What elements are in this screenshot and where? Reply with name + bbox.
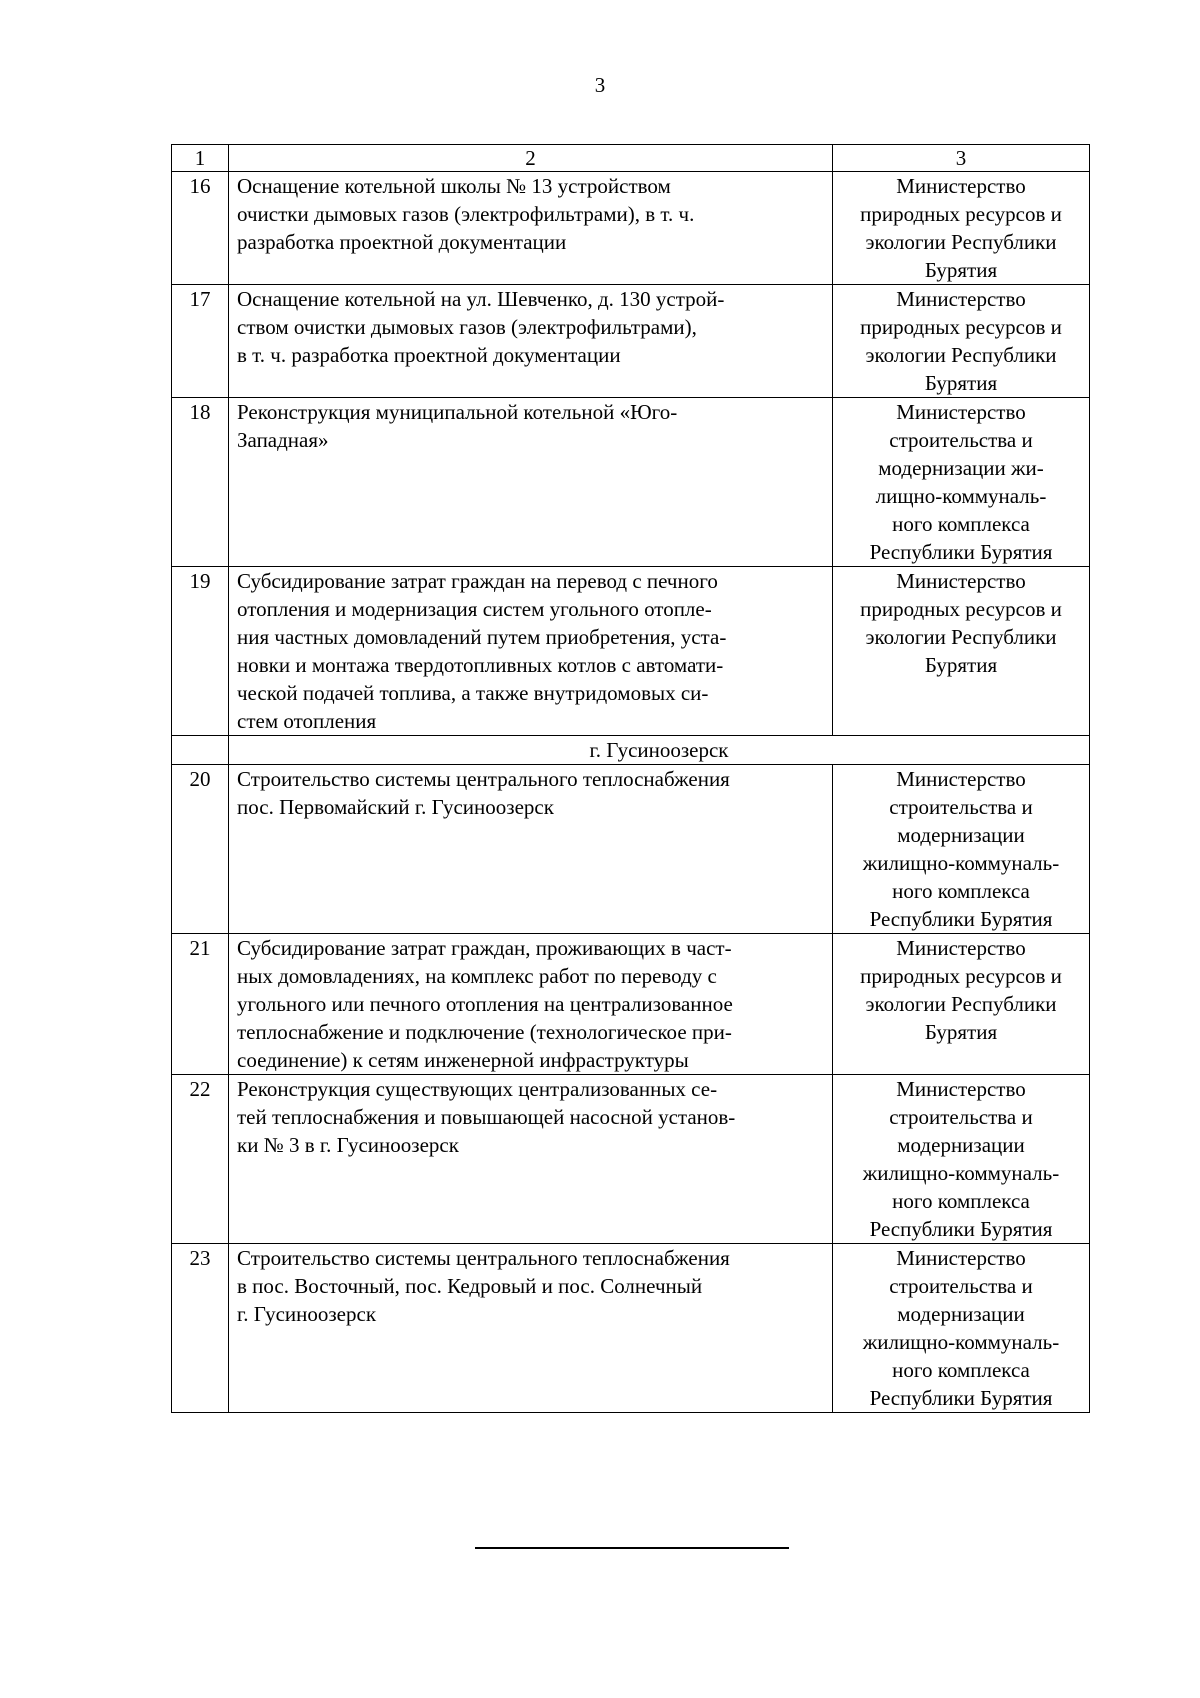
description-line: Реконструкция существующих централизованных се- — [237, 1077, 718, 1101]
responsible-line: модернизации — [897, 1133, 1025, 1157]
measure-description — [229, 398, 833, 567]
description-line: г. Гусиноозерск — [237, 1302, 377, 1326]
responsible-line: строительства и — [889, 1105, 1033, 1129]
table-row — [172, 285, 1090, 398]
row-number: 19 — [172, 567, 229, 736]
row-number: 22 — [172, 1075, 229, 1244]
row-number: 17 — [172, 285, 229, 398]
description-line: Строительство системы центрального теплоснабжения — [237, 767, 730, 791]
description-line: Западная» — [237, 428, 329, 452]
description-line: Строительство системы центрального теплоснабжения — [237, 1246, 730, 1270]
responsible-line: природных ресурсов и — [860, 315, 1062, 339]
header-col-2: 2 — [229, 145, 833, 172]
description-line: стем отопления — [237, 709, 377, 733]
responsible-line: Бурятия — [924, 371, 998, 395]
responsible-line: Министерство — [896, 1077, 1026, 1101]
measure-description — [229, 934, 833, 1075]
responsible-line: строительства и — [889, 1274, 1033, 1298]
row-number: 23 — [172, 1244, 229, 1413]
row-number: 18 — [172, 398, 229, 567]
responsible-line: Министерство — [896, 936, 1026, 960]
row-number: 16 — [172, 172, 229, 285]
table-row — [172, 567, 1090, 736]
measure-description — [229, 567, 833, 736]
responsible-line: строительства и — [889, 428, 1033, 452]
responsible-line: Бурятия — [924, 1020, 998, 1044]
responsible-line: Бурятия — [924, 258, 998, 282]
table-body — [172, 145, 1090, 1413]
description-line: тей теплоснабжения и повышающей насосной установ- — [237, 1105, 736, 1129]
table-section-row — [172, 736, 1090, 765]
description-line: ством очистки дымовых газов (электрофильтрами), — [237, 315, 697, 339]
responsible-line: модернизации — [897, 1302, 1025, 1326]
page-number: 3 — [594, 73, 606, 97]
table-row — [172, 1075, 1090, 1244]
measure-description — [229, 765, 833, 934]
responsible-executor — [833, 934, 1090, 1075]
description-line: ных домовладениях, на комплекс работ по переводу с — [237, 964, 717, 988]
table-row — [172, 765, 1090, 934]
responsible-line: природных ресурсов и — [860, 202, 1062, 226]
header-col-3: 3 — [833, 145, 1090, 172]
table-row — [172, 1244, 1090, 1413]
responsible-line: ного комплекса — [892, 879, 1030, 903]
responsible-line: Министерство — [896, 174, 1026, 198]
responsible-line: Министерство — [896, 400, 1026, 424]
description-line: Субсидирование затрат граждан, проживающих в част- — [237, 936, 732, 960]
responsible-line: строительства и — [889, 795, 1033, 819]
responsible-executor — [833, 285, 1090, 398]
description-line: новки и монтажа твердотопливных котлов с автомати- — [237, 653, 724, 677]
row-number: 20 — [172, 765, 229, 934]
responsible-executor — [833, 1244, 1090, 1413]
measure-description — [229, 172, 833, 285]
description-line: ния частных домовладений путем приобретения, уста- — [237, 625, 727, 649]
responsible-line: экологии Республики — [865, 343, 1057, 367]
description-line: Реконструкция муниципальной котельной «Юго- — [237, 400, 678, 424]
description-line: пос. Первомайский г. Гусиноозерск — [237, 795, 554, 819]
responsible-line: модернизации жи- — [878, 456, 1044, 480]
measure-description — [229, 1075, 833, 1244]
responsible-line: Министерство — [896, 1246, 1026, 1270]
responsible-line: лищно-коммуналь- — [875, 484, 1047, 508]
table-header-row — [172, 145, 1090, 172]
measures-table — [171, 144, 1090, 1413]
responsible-line: ного комплекса — [892, 1358, 1030, 1382]
row-number: 21 — [172, 934, 229, 1075]
description-line: в т. ч. разработка проектной документации — [237, 343, 621, 367]
section-number-cell — [172, 736, 229, 765]
responsible-line: экологии Республики — [865, 992, 1057, 1016]
responsible-line: Министерство — [896, 767, 1026, 791]
responsible-line: природных ресурсов и — [860, 964, 1062, 988]
responsible-line: экологии Республики — [865, 625, 1057, 649]
responsible-line: модернизации — [897, 823, 1025, 847]
section-title: г. Гусиноозерск — [229, 736, 1090, 765]
responsible-line: Республики Бурятия — [869, 907, 1053, 931]
responsible-line: ного комплекса — [892, 1189, 1030, 1213]
responsible-line: жилищно-коммуналь- — [862, 851, 1060, 875]
description-line: Субсидирование затрат граждан на перевод с печного — [237, 569, 718, 593]
responsible-line: Республики Бурятия — [869, 540, 1053, 564]
measure-description — [229, 285, 833, 398]
responsible-line: ного комплекса — [892, 512, 1030, 536]
end-of-document-rule — [475, 1547, 789, 1549]
description-line: отопления и модернизация систем угольного отопле- — [237, 597, 712, 621]
description-line: угольного или печного отопления на централизованное — [237, 992, 733, 1016]
responsible-executor — [833, 1075, 1090, 1244]
description-line: очистки дымовых газов (электрофильтрами), в т. ч. — [237, 202, 695, 226]
description-line: Оснащение котельной на ул. Шевченко, д. 130 устрой- — [237, 287, 725, 311]
description-line: соединение) к сетям инженерной инфраструктуры — [237, 1048, 689, 1072]
description-line: в пос. Восточный, пос. Кедровый и пос. Солнечный — [237, 1274, 703, 1298]
table-row — [172, 934, 1090, 1075]
responsible-executor — [833, 172, 1090, 285]
measure-description — [229, 1244, 833, 1413]
responsible-line: жилищно-коммуналь- — [862, 1161, 1060, 1185]
table-row — [172, 172, 1090, 285]
responsible-line: экологии Республики — [865, 230, 1057, 254]
table-row — [172, 398, 1090, 567]
responsible-line: Министерство — [896, 287, 1026, 311]
description-line: ческой подачей топлива, а также внутридомовых си- — [237, 681, 709, 705]
responsible-executor — [833, 765, 1090, 934]
description-line: ки № 3 в г. Гусиноозерск — [237, 1133, 459, 1157]
header-col-1: 1 — [172, 145, 229, 172]
responsible-line: Республики Бурятия — [869, 1386, 1053, 1410]
responsible-line: природных ресурсов и — [860, 597, 1062, 621]
description-line: Оснащение котельной школы № 13 устройством — [237, 174, 671, 198]
responsible-line: Министерство — [896, 569, 1026, 593]
responsible-line: Бурятия — [924, 653, 998, 677]
responsible-line: Республики Бурятия — [869, 1217, 1053, 1241]
responsible-executor — [833, 398, 1090, 567]
description-line: разработка проектной документации — [237, 230, 567, 254]
responsible-line: жилищно-коммуналь- — [862, 1330, 1060, 1354]
responsible-executor — [833, 567, 1090, 736]
description-line: теплоснабжение и подключение (технологическое при- — [237, 1020, 732, 1044]
